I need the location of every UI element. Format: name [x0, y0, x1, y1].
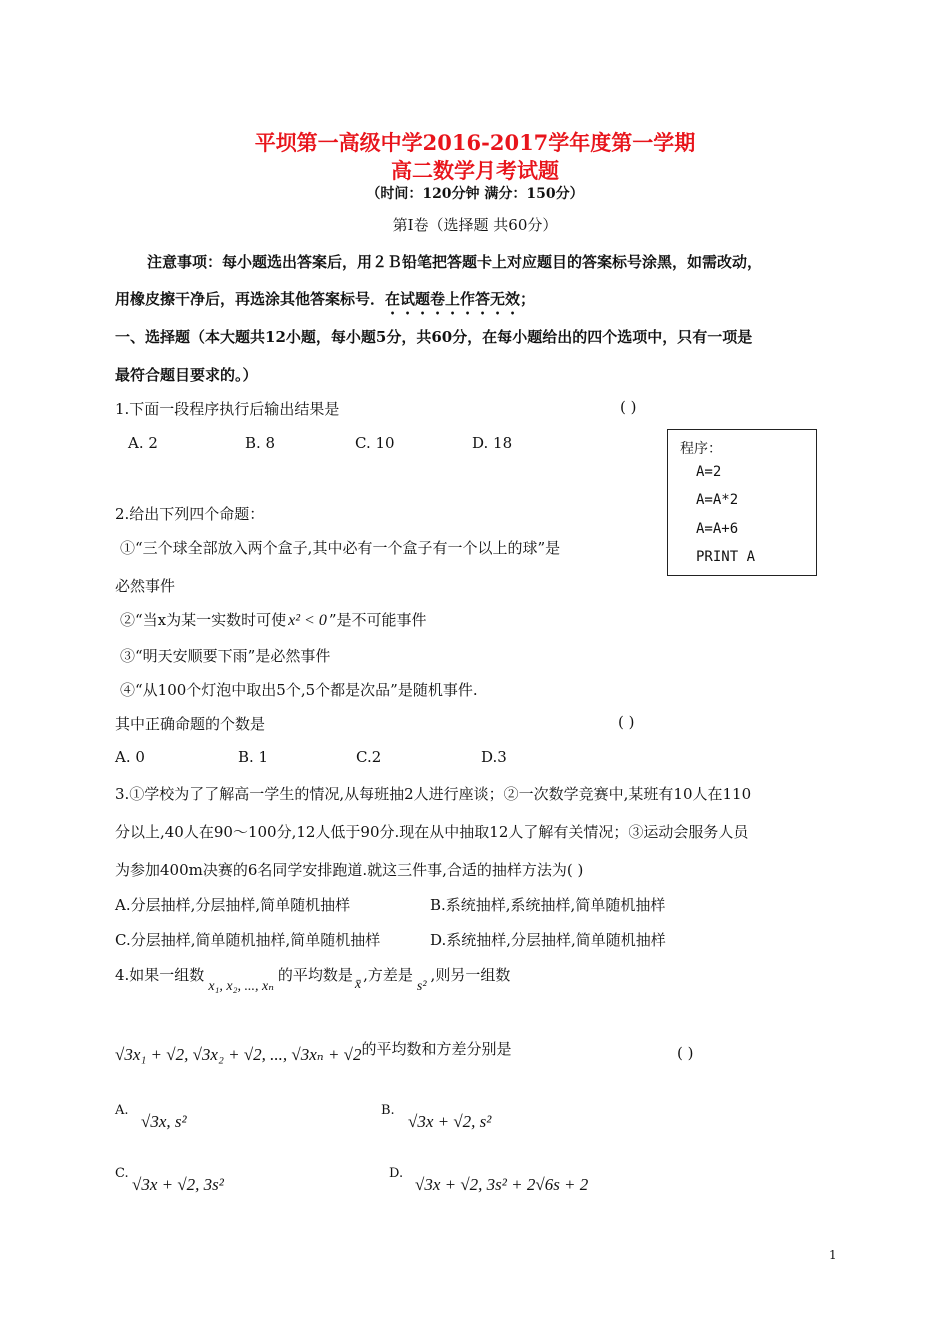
q2-option-a: A. 0 — [115, 748, 145, 766]
q4-stem-a: 4.如果一组数 — [115, 966, 205, 984]
time-info: （时间：120分钟 满分：150分） — [366, 186, 584, 202]
q1-option-a: A. 2 — [128, 434, 158, 452]
q3-option-d: D.系统抽样,分层抽样,简单随机抽样 — [430, 931, 666, 949]
notice-emphasis: 在试题卷上作答无效 — [385, 290, 521, 308]
q4-option-a-label: A. — [115, 1103, 129, 1118]
q1-option-b: B. 8 — [245, 434, 276, 452]
q2-item1-line1: ①“三个球全部放入两个盒子,其中必有一个盒子有一个以上的球”是 — [120, 539, 561, 557]
q3-option-c: C.分层抽样,简单随机抽样,简单随机抽样 — [115, 931, 381, 949]
q3-option-b: B.系统抽样,系统抽样,简单随机抽样 — [430, 896, 666, 914]
q4-stem-d: ,则另一组数 — [430, 966, 511, 984]
q2-answer-paren: ( ) — [618, 713, 635, 731]
q4-option-c-label: C. — [115, 1166, 129, 1181]
q2-item2 — [120, 609, 427, 630]
q4-data-set-math: x₁, x₂, ..., xₙ — [208, 979, 274, 994]
q1-stem: 1.下面一段程序执行后输出结果是 — [115, 400, 340, 418]
program-line-3: A=A+6 — [696, 521, 739, 537]
q4-option-a-math: √3x, s² — [141, 1112, 187, 1131]
q4-transformed-text: 的平均数和方差分别是 — [361, 1040, 512, 1058]
q1-answer-paren: ( ) — [620, 398, 637, 416]
section1-heading-line2: 最符合题目要求的。） — [115, 366, 258, 384]
program-line-2: A=A*2 — [696, 492, 739, 508]
part-title: 第Ⅰ卷（选择题 共60分） — [392, 216, 558, 234]
q2-item3: ③“明天安顺要下雨”是必然事件 — [120, 647, 331, 665]
section1-heading-line1: 一、选择题（本大题共12小题，每小题5分，共60分，在每小题给出的四个选项中，只有一项是 — [115, 328, 753, 346]
program-line-1: A=2 — [696, 464, 722, 480]
q4-answer-paren: ( ) — [677, 1044, 694, 1062]
q4-stem — [115, 964, 511, 994]
q4-stem-b: 的平均数是 — [277, 966, 353, 984]
exam-title-line2: 高二数学月考试题 — [391, 158, 559, 183]
q4-option-c-math: √3x + √2, 3s² — [132, 1175, 224, 1194]
q2-item2-b: ”是不可能事件 — [328, 611, 427, 629]
q2-item2-math: x² < 0 — [288, 612, 327, 629]
q4-option-d-math: √3x + √2, 3s² + 2√6s + 2 — [415, 1175, 589, 1194]
notice-line2-c: ； — [520, 290, 536, 308]
q3-line2: 分以上,40人在90～100分,12人低于90分.现在从中抽取12人了解有关情况；③运动会服务人员 — [115, 823, 749, 841]
q3-line3: 为参加400m决赛的6名同学安排跑道.就这三件事,合适的抽样方法为( ) — [115, 861, 584, 879]
q4-transformed-math: √3x₁ + √2, √3x₂ + √2, ..., √3xₙ + √2 — [115, 1045, 362, 1064]
notice-line2-a: 用橡皮擦干净后，再选涂其他答案标号． — [115, 290, 386, 308]
q3-line1: 3.①学校为了了解高一学生的情况,从每班抽2人进行座谈；②一次数学竞赛中,某班有10人在110 — [115, 785, 752, 803]
program-label: 程序： — [680, 441, 722, 457]
q4-mean-math: x̄ — [354, 977, 362, 992]
q2-option-d: D.3 — [481, 748, 507, 766]
q1-option-d: D. 18 — [472, 434, 513, 452]
q2-stem: 2.给出下列四个命题： — [115, 505, 265, 523]
q4-stem-c: ,方差是 — [363, 966, 413, 984]
q1-option-c: C. 10 — [355, 434, 395, 452]
q4-option-b-math: √3x + √2, s² — [408, 1112, 492, 1131]
program-line-4: PRINT A — [696, 549, 756, 565]
q4-option-b-label: B. — [381, 1103, 395, 1118]
q4-variance-math: s² — [416, 979, 427, 994]
notice-line2 — [115, 288, 535, 318]
q4-transformed-set — [115, 1040, 512, 1065]
q2-item4: ④“从100个灯泡中取出5个,5个都是次品”是随机事件. — [120, 681, 478, 699]
q2-item1-line2: 必然事件 — [115, 577, 176, 595]
notice-line1: 注意事项：每小题选出答案后，用２Ｂ铅笔把答题卡上对应题目的答案标号涂黑，如需改动， — [147, 253, 763, 271]
program-box — [667, 429, 817, 576]
q3-option-a: A.分层抽样,分层抽样,简单随机抽样 — [115, 896, 351, 914]
q2-option-c: C.2 — [356, 748, 382, 766]
page-number: 1 — [829, 1248, 837, 1262]
q2-item2-a: ②“当x为某一实数时可使 — [120, 611, 287, 629]
q2-question: 其中正确命题的个数是 — [115, 715, 266, 733]
q2-option-b: B. 1 — [238, 748, 269, 766]
exam-title-line1: 平坝第一高级中学2016-2017学年度第一学期 — [254, 130, 696, 155]
q4-option-d-label: D. — [389, 1166, 404, 1181]
